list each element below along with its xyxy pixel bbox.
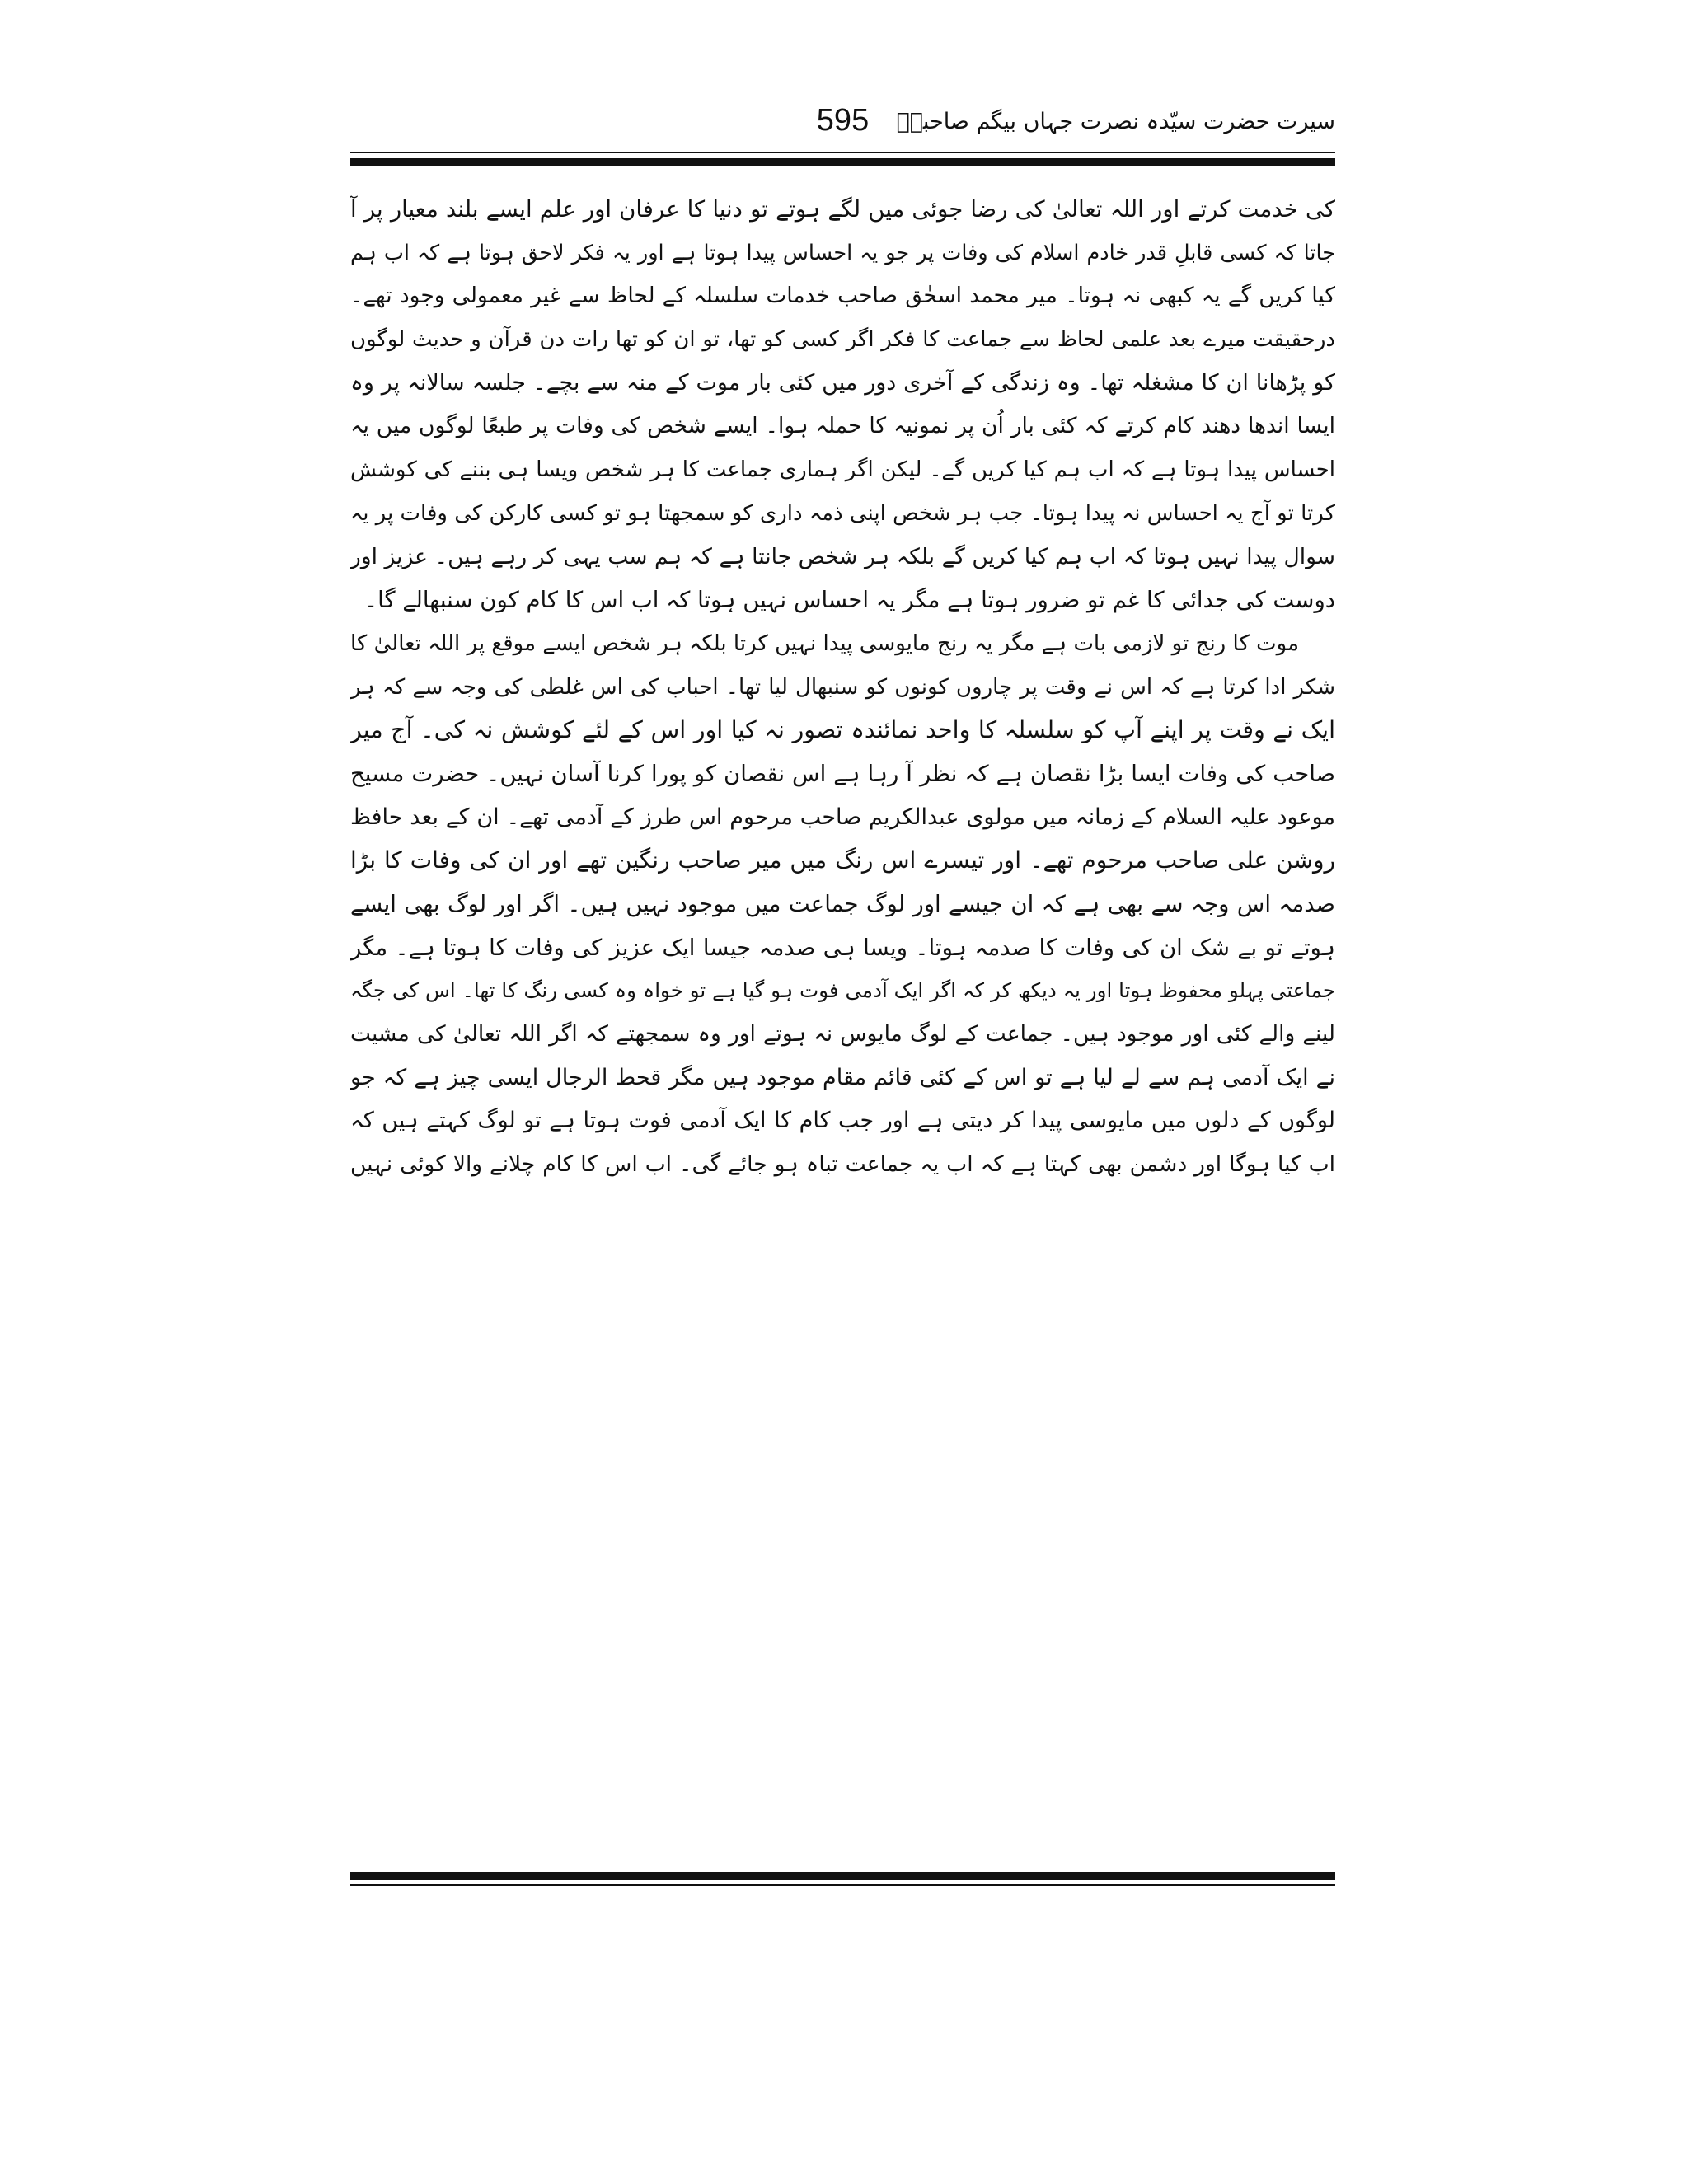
text-line: لوگوں کے دلوں میں مایوسی پیدا کر دیتی ہے اور جب کام کا ایک آدمی فوت ہوتا ہے تو لوگ کہتے ہیں کہ — [350, 1108, 1335, 1134]
running-title: سیرت حضرت سیّدہ نصرت جہاں بیگم صاحبہؓ — [896, 109, 1335, 134]
header-rule-thick — [350, 158, 1335, 166]
page-number: 595 — [816, 103, 870, 138]
paragraph-1 — [350, 188, 1335, 622]
text-line: ایک نے وقت پر اپنے آپ کو سلسلہ کا واحد نمائندہ تصور نہ کیا اور اس کے لئے کوشش نہ کی۔ آج میر — [350, 716, 1335, 744]
text-line: جماعتی پہلو محفوظ ہوتا اور یہ دیکھ کر کہ اگر ایک آدمی فوت ہو گیا ہے تو خواہ وہ کسی رنگ کا تھا۔ اس کی جگہ — [350, 978, 1335, 1003]
text-line: کرتا تو آج یہ احساس نہ پیدا ہوتا۔ جب ہر شخص اپنی ذمہ داری کو سمجھتا ہو تو کسی کارکن کی وفات پر یہ — [350, 500, 1335, 526]
text-line: کی خدمت کرتے اور اللہ تعالیٰ کی رضا جوئی میں لگے ہوتے تو دنیا کا عرفان اور علم ایسے بلند معیار پر آ — [350, 196, 1335, 223]
paragraph-2 — [350, 622, 1335, 1187]
page-header — [350, 97, 1335, 180]
text-line: ہوتے تو بے شک ان کی وفات کا صدمہ ہوتا۔ ویسا ہی صدمہ جیسا ایک عزیز کی وفات کا ہوتا ہے۔ مگر — [350, 934, 1335, 961]
text-line: صاحب کی وفات ایسا بڑا نقصان ہے کہ نظر آ رہا ہے اس نقصان کو پورا کرنا آسان نہیں۔ حضرت مسیح — [350, 760, 1335, 787]
text-line: کیا کریں گے یہ کبھی نہ ہوتا۔ میر محمد اسحٰق صاحب خدمات سلسلہ کے لحاظ سے غیر معمولی وجود تھے۔ — [350, 283, 1335, 309]
text-line: موت کا رنج تو لازمی بات ہے مگر یہ رنج مایوسی پیدا نہیں کرتا بلکہ ہر شخص ایسے موقع پر اللہ تعالیٰ کا — [350, 630, 1299, 656]
text-line: درحقیقت میرے بعد علمی لحاظ سے جماعت کا فکر اگر کسی کو تھا، تو ان کو تھا رات دن قرآن و حدیث لوگوں — [350, 327, 1335, 353]
text-line: شکر ادا کرتا ہے کہ اس نے وقت پر چاروں کونوں کو سنبھال لیا تھا۔ احباب کی اس غلطی کی وجہ سے کہ ہر — [350, 674, 1335, 700]
text-line: روشن علی صاحب مرحوم تھے۔ اور تیسرے اس رنگ میں میر صاحب رنگین تھے اور ان کی وفات کا بڑا — [350, 846, 1335, 874]
text-line: دوست کی جدائی کا غم تو ضرور ہوتا ہے مگر یہ احساس نہیں ہوتا کہ اب اس کا کام کون سنبھالے گا۔ — [364, 587, 1335, 614]
body-text — [350, 188, 1335, 1187]
text-line: اب کیا ہوگا اور دشمن بھی کہتا ہے کہ اب یہ جماعت تباہ ہو جائے گی۔ اب اس کا کام چلانے والا کوئی نہیں — [350, 1151, 1335, 1178]
text-line: سوال پیدا نہیں ہوتا کہ اب ہم کیا کریں گے بلکہ ہر شخص جانتا ہے کہ ہم سب یہی کر رہے ہیں۔ عزیز اور — [350, 543, 1335, 569]
page-footer-rules — [350, 1872, 1335, 1892]
text-line: نے ایک آدمی ہم سے لے لیا ہے تو اس کے کئی قائم مقام موجود ہیں مگر قحط الرجال ایسی چیز ہے کہ جو — [350, 1064, 1335, 1090]
text-line: احساس پیدا ہوتا ہے کہ اب ہم کیا کریں گے۔ لیکن اگر ہماری جماعت کا ہر شخص ویسا ہی بننے کی کوشش — [350, 457, 1335, 483]
header-rule-thin — [350, 152, 1335, 153]
text-line: کو پڑھانا ان کا مشغلہ تھا۔ وہ زندگی کے آخری دور میں کئی بار موت کے منہ سے بچے۔ جلسہ سالانہ پر وہ — [350, 369, 1335, 396]
text-line: ایسا اندھا دھند کام کرتے کہ کئی بار اُن پر نمونیہ کا حملہ ہوا۔ ایسے شخص کی وفات پر طبعًا لوگوں میں یہ — [350, 413, 1335, 439]
text-line: لینے والے کئی اور موجود ہیں۔ جماعت کے لوگ مایوس نہ ہوتے اور وہ سمجھتے کہ اگر اللہ تعالیٰ کی مشیت — [350, 1021, 1335, 1047]
text-line: جاتا کہ کسی قابلِ قدر خادم اسلام کی وفات پر جو یہ احساس پیدا ہوتا ہے اور یہ فکر لاحق ہوتا ہے کہ اب ہم — [350, 240, 1335, 265]
text-line: موعود علیہ السلام کے زمانہ میں مولوی عبدالکریم صاحب مرحوم اس طرز کے آدمی تھے۔ ان کے بعد حافظ — [350, 804, 1335, 830]
footer-rule-thin — [350, 1884, 1335, 1886]
text-line: صدمہ اس وجہ سے بھی ہے کہ ان جیسے اور لوگ جماعت میں موجود نہیں ہیں۔ اگر اور لوگ بھی ایسے — [350, 891, 1335, 917]
footer-rule-thick — [350, 1872, 1335, 1880]
